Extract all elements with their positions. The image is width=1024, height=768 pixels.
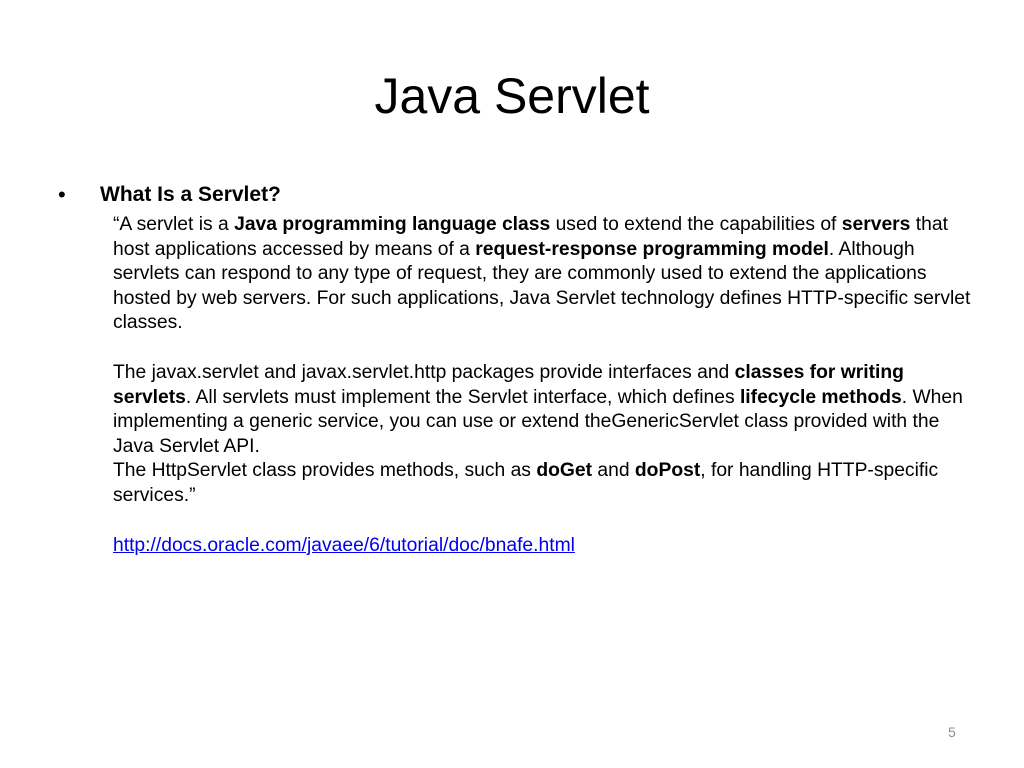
text-run: . When implementing a generic service, you can use or extend theGenericServlet class provided with the Java Servlet API. xyxy=(113,386,963,457)
bold-text: doGet xyxy=(536,460,593,482)
text-run: and xyxy=(592,460,635,482)
slide-body xyxy=(113,213,973,558)
text-run: . All servlets must implement the Servlet interface, which defines xyxy=(185,386,740,408)
bold-text: lifecycle methods xyxy=(739,386,902,408)
paragraph-definition xyxy=(113,213,973,336)
bullet-heading: What Is a Servlet? xyxy=(100,183,281,206)
paragraph-spacer xyxy=(113,336,973,361)
bold-text: doPost xyxy=(634,460,701,482)
text-run: “A servlet is a xyxy=(113,214,235,235)
paragraph-link xyxy=(113,534,973,559)
page-number: 5 xyxy=(948,724,956,740)
text-run: that host applications accessed by means of a xyxy=(113,214,948,260)
bold-text: servers xyxy=(841,214,911,235)
text-run: , for handling HTTP-specific services.” xyxy=(113,460,939,506)
slide-title: Java Servlet xyxy=(374,68,650,124)
bold-text: Java programming language class xyxy=(234,214,551,235)
text-run: The HttpServlet class provides methods, such as xyxy=(113,460,537,482)
reference-link[interactable]: http://docs.oracle.com/javaee/6/tutorial/doc/bnafe.html xyxy=(113,534,575,556)
text-run: used to extend the capabilities of xyxy=(550,214,842,235)
text-run: . Although servlets can respond to any type of request, they are commonly used to extend the applications hosted by web servers. For such applications, Java Servlet technology defines HTTP-specific servlet classes. xyxy=(113,238,971,334)
bold-text: request-response programming model xyxy=(475,238,829,260)
paragraph-packages xyxy=(113,361,973,459)
bold-text: classes for writing servlets xyxy=(113,361,904,408)
text-run: The javax.servlet and javax.servlet.http packages provide interfaces and xyxy=(113,361,735,383)
paragraph-spacer xyxy=(113,509,973,534)
paragraph-httpservlet xyxy=(113,459,973,508)
bullet-icon: • xyxy=(58,182,66,207)
